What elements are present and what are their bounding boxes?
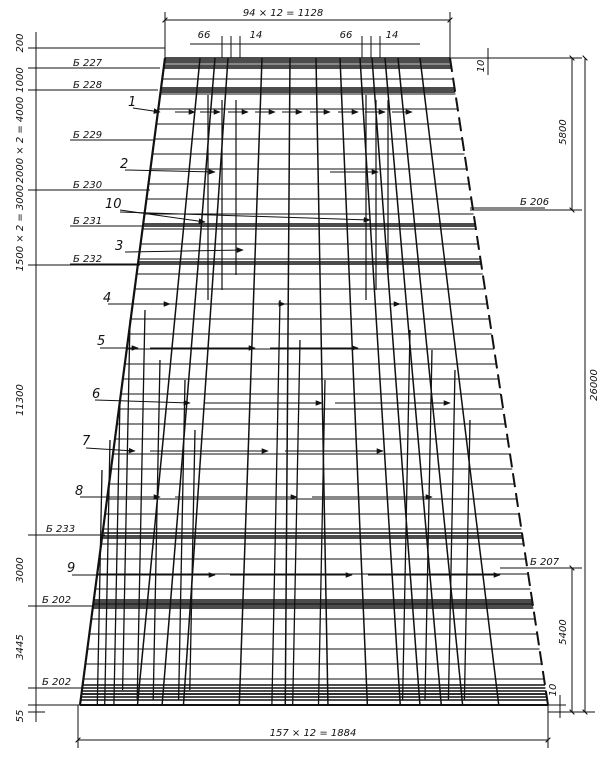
left-seg-label-4: 1500 × 2 = 3000	[15, 184, 26, 272]
position-label-10: 10	[105, 197, 122, 212]
right-lower-height-label: 5400	[558, 619, 569, 645]
bottom-dimension	[78, 705, 548, 748]
left-seg-label-5: 11300	[15, 384, 26, 416]
top-spacing-label-d: 14	[385, 30, 399, 41]
position-label-8: 8	[75, 484, 84, 499]
top-spacing-label-b: 14	[249, 30, 263, 41]
lower-vertical-bar	[448, 370, 455, 700]
lower-vertical-bar	[464, 420, 470, 700]
position-label-7: 7	[82, 434, 91, 449]
left-seg-label-3: 2000 × 2 = 4000	[15, 96, 26, 184]
top-spacing-label-c: 66	[339, 30, 353, 41]
position-leader-arrow	[125, 170, 215, 172]
beam-mark-b230: Б 230	[73, 180, 103, 191]
bottom-span-label: 157 × 12 = 1884	[269, 728, 357, 739]
position-label-6: 6	[92, 387, 101, 402]
left-seg-label-8: 55	[15, 709, 26, 723]
top-span-label: 94 × 12 = 1128	[242, 8, 324, 19]
left-dimension-labels	[15, 33, 26, 722]
lower-vertical-bar	[403, 330, 410, 700]
right-upper-height-label: 5800	[558, 119, 569, 145]
position-leader-arrow	[133, 108, 160, 112]
position-label-9: 9	[67, 561, 76, 576]
beam-mark-b231: Б 231	[73, 216, 103, 227]
beam-mark-b206: Б 206	[520, 197, 550, 208]
left-seg-label-2: 1000	[15, 67, 26, 93]
lower-vertical-bar	[179, 380, 185, 700]
beam-mark-b228: Б 228	[73, 80, 103, 91]
beam-mark-b202-lower: Б 202	[42, 677, 72, 688]
right-top-offset-label: 10	[476, 59, 487, 73]
beam-mark-b207: Б 207	[530, 557, 560, 568]
left-seg-label-7: 3445	[15, 634, 26, 660]
beam-mark-b232: Б 232	[73, 254, 103, 265]
beam-mark-b227: Б 227	[73, 58, 103, 69]
position-label-3: 3	[115, 239, 124, 254]
beam-mark-labels	[42, 58, 560, 688]
position-leader-arrow	[120, 212, 370, 220]
beam-mark-b233: Б 233	[46, 524, 76, 535]
position-leader-arrow	[125, 250, 243, 252]
lower-vertical-bar	[272, 300, 280, 705]
position-label-2: 2	[120, 157, 129, 172]
beam-mark-b229: Б 229	[73, 130, 103, 141]
beam-mark-b202-upper: Б 202	[42, 595, 72, 606]
right-total-height-label: 26000	[589, 369, 600, 401]
top-spacing-label-a: 66	[197, 30, 211, 41]
left-seg-label-6: 3000	[15, 557, 26, 583]
left-seg-label-1: 200	[15, 33, 26, 53]
lower-vertical-bar	[97, 470, 102, 705]
right-dimension-chain	[450, 48, 595, 718]
position-label-5: 5	[97, 334, 106, 349]
lower-vertical-bar	[293, 340, 300, 705]
reinforcement-grid	[81, 58, 548, 705]
position-label-4: 4	[103, 291, 112, 306]
lower-vertical-bar	[319, 380, 326, 705]
position-leader-arrow	[120, 210, 205, 222]
position-label-1: 1	[128, 95, 137, 110]
right-bottom-offset-label: 10	[548, 683, 559, 697]
